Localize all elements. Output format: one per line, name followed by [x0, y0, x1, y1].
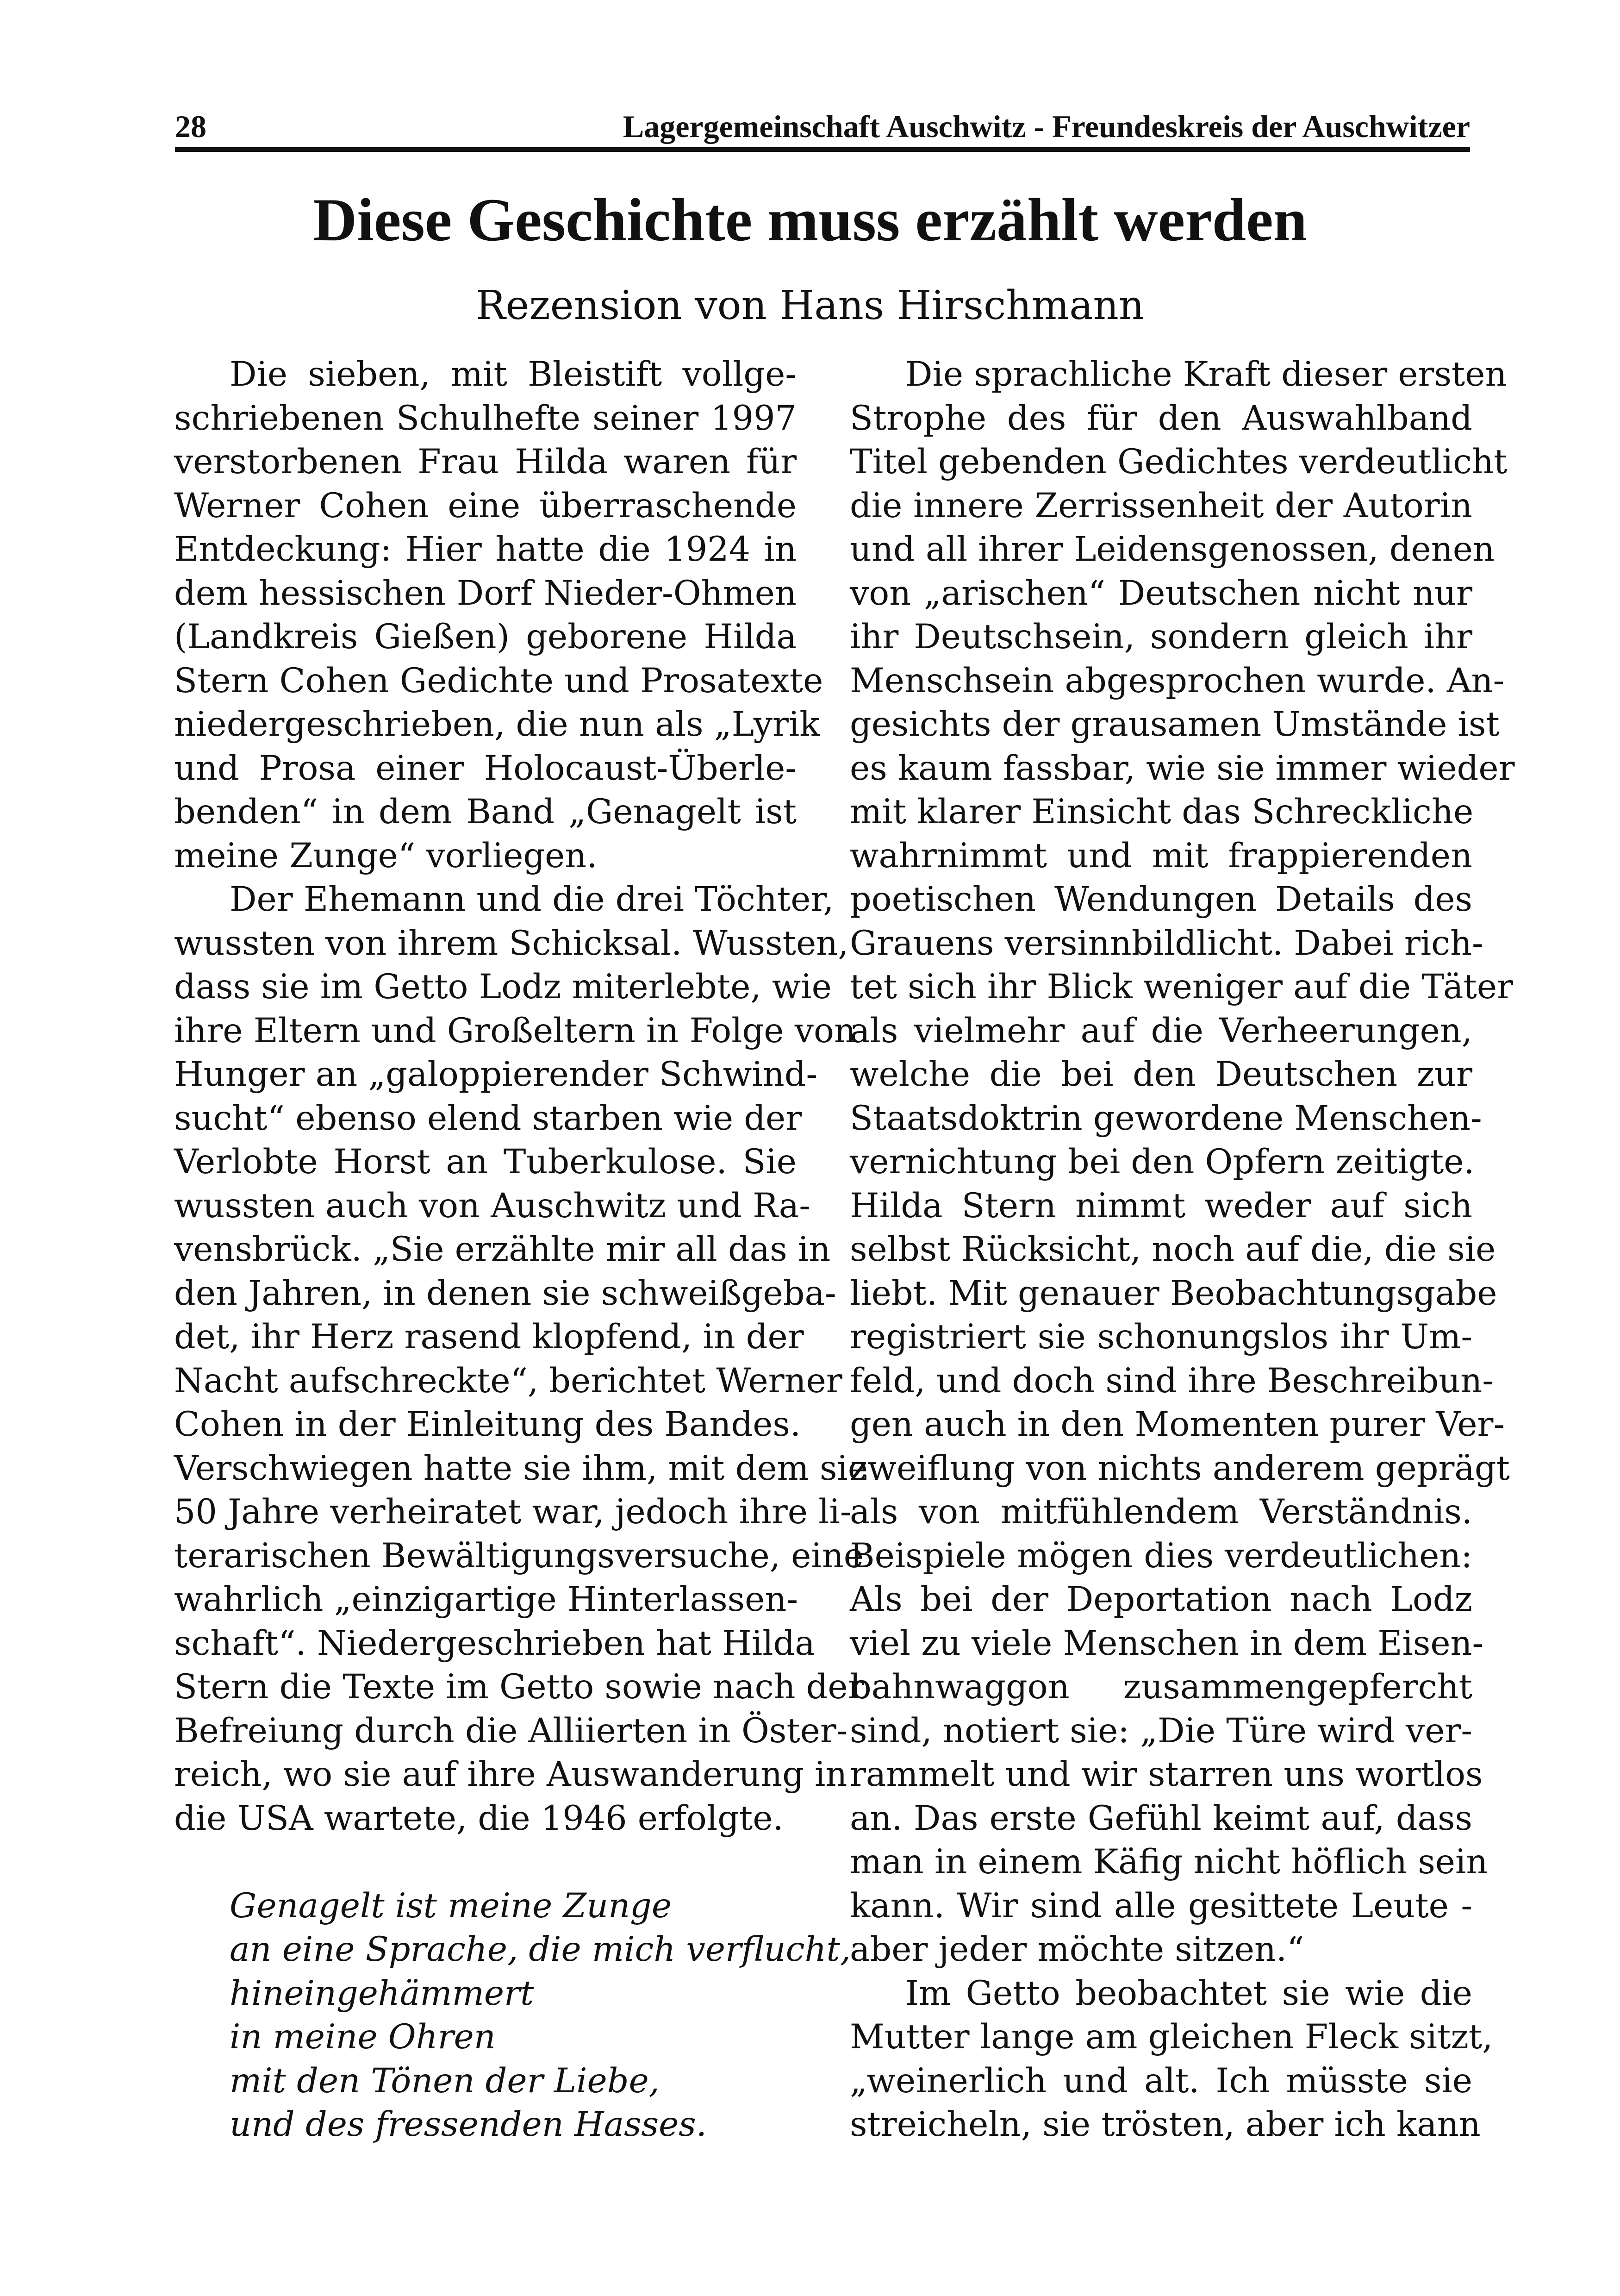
header-rule — [175, 147, 1470, 152]
text-line: 50 Jahre verheiratet war, jedoch ihre li- — [174, 1492, 852, 1532]
poem-line: Genagelt ist meine Zunge — [230, 1886, 672, 1926]
text-line: poetischen Wendungen Details des — [850, 880, 1472, 919]
text-line: Nacht aufschreckte“, berichtet Werner — [174, 1361, 842, 1401]
text-line: (Landkreis Gießen) geborene Hilda — [174, 617, 797, 657]
text-line: Strophe des für den Auswahlband — [850, 398, 1472, 438]
text-line: von „arischen“ Deutschen nicht nur — [850, 573, 1472, 613]
text-line: und Prosa einer Holocaust-Überle- — [174, 748, 797, 788]
poem-stanza — [174, 1884, 851, 2147]
text-line: Werner Cohen eine überraschende — [174, 486, 797, 526]
text-line: die USA wartete, die 1946 erfolgte. — [174, 1798, 784, 1838]
text-line: niedergeschrieben, die nun als „Lyrik — [174, 705, 820, 744]
text-line: reich, wo sie auf ihre Auswanderung in — [174, 1755, 847, 1794]
text-line: viel zu viele Menschen in dem Eisen- — [850, 1623, 1484, 1663]
text-line: schriebenen Schulhefte seiner 1997 — [174, 398, 797, 438]
text-line: welche die bei den Deutschen zur — [850, 1055, 1472, 1094]
text-line: meine Zunge“ vorliegen. — [174, 836, 598, 876]
text-line: Titel gebenden Gedichtes verdeutlicht — [850, 442, 1508, 482]
text-line: Verschwiegen hatte sie ihm, mit dem sie — [174, 1448, 868, 1488]
text-line: wahrlich „einzigartige Hinterlassen- — [174, 1580, 798, 1619]
text-line: Befreiung durch die Alliierten in Öster- — [174, 1711, 848, 1751]
text-line: als vielmehr auf die Verheerungen, — [850, 1011, 1472, 1051]
text-line: aber jeder möchte sitzen.“ — [850, 1930, 1304, 1969]
text-line: gen auch in den Momenten purer Ver- — [850, 1405, 1505, 1444]
text-line: schaft“. Niedergeschrieben hat Hilda — [174, 1623, 815, 1663]
text-line: Cohen in der Einleitung des Bandes. — [174, 1405, 801, 1444]
text-line: liebt. Mit genauer Beobachtungsgabe — [850, 1273, 1497, 1313]
text-line: verstorbenen Frau Hilda waren für — [174, 442, 797, 482]
text-line: es kaum fassbar, wie sie immer wieder — [850, 748, 1515, 788]
page-number: 28 — [175, 109, 206, 144]
running-title: Lagergemeinschaft Auschwitz - Freundeskreis der Auschwitzer — [623, 109, 1470, 144]
text-line: dem hessischen Dorf Nieder-Ohmen — [174, 573, 797, 613]
text-line: man in einem Käfig nicht höflich sein — [850, 1842, 1488, 1882]
text-line: wussten auch von Auschwitz und Ra- — [174, 1186, 810, 1226]
text-line: und all ihrer Leidensgenossen, denen — [850, 530, 1495, 569]
text-line: sucht“ ebenso elend starben wie der — [174, 1098, 802, 1138]
text-line: Die sieben, mit Bleistift vollge- — [230, 355, 797, 394]
text-line: Menschsein abgesprochen wurde. An- — [850, 661, 1505, 701]
text-line: ihre Eltern und Großeltern in Folge von — [174, 1011, 856, 1051]
poem-line: und des fressenden Hasses. — [230, 2105, 707, 2144]
poem-line: an eine Sprache, die mich verflucht, — [230, 1930, 851, 1969]
text-line: Die sprachliche Kraft dieser ersten — [905, 355, 1507, 394]
text-line: benden“ in dem Band „Genagelt ist — [174, 792, 797, 832]
text-line: zweiflung von nichts anderem geprägt — [850, 1448, 1510, 1488]
text-line: Mutter lange am gleichen Fleck sitzt, — [850, 2017, 1493, 2057]
text-line: sind, notiert sie: „Die Türe wird ver- — [850, 1711, 1472, 1751]
text-line: Stern Cohen Gedichte und Prosatexte — [174, 661, 823, 701]
text-line: Hilda Stern nimmt weder auf sich — [850, 1186, 1472, 1226]
text-line: die innere Zerrissenheit der Autorin — [850, 486, 1472, 526]
text-line: Entdeckung: Hier hatte die 1924 in — [174, 530, 797, 569]
text-line: dass sie im Getto Lodz miterlebte, wie — [174, 967, 832, 1007]
text-line: ihr Deutschsein, sondern gleich ihr — [850, 617, 1472, 657]
text-line: vernichtung bei den Opfern zeitigte. — [850, 1142, 1475, 1182]
text-line: kann. Wir sind alle gesittete Leute - — [850, 1886, 1472, 1926]
text-line: Stern die Texte im Getto sowie nach der — [174, 1667, 864, 1707]
article-title: Diese Geschichte muss erzählt werden — [312, 186, 1308, 254]
poem-line: hineingehämmert — [230, 1973, 534, 2013]
text-line: Der Ehemann und die drei Töchter, — [230, 880, 834, 919]
text-line: streicheln, sie trösten, aber ich kann — [850, 2105, 1481, 2144]
text-line: gesichts der grausamen Umstände ist — [850, 705, 1500, 744]
text-line: Verlobte Horst an Tuberkulose. Sie — [174, 1142, 797, 1182]
text-line: rammelt und wir starren uns wortlos — [850, 1755, 1483, 1794]
text-line: det, ihr Herz rasend klopfend, in der — [174, 1317, 804, 1357]
text-line: selbst Rücksicht, noch auf die, die sie — [850, 1230, 1496, 1269]
text-line: Grauens versinnbildlicht. Dabei rich- — [850, 923, 1483, 963]
text-line: „weinerlich und alt. Ich müsste sie — [850, 2061, 1472, 2101]
poem-line: in meine Ohren — [230, 2017, 496, 2057]
article-subtitle: Rezension von Hans Hirschmann — [475, 282, 1145, 329]
text-line: registriert sie schonungslos ihr Um- — [850, 1317, 1472, 1357]
text-line: den Jahren, in denen sie schweißgeba- — [174, 1273, 836, 1313]
text-line: mit klarer Einsicht das Schreckliche — [850, 792, 1474, 832]
left-column — [174, 353, 868, 2147]
text-line: wahrnimmt und mit frappierenden — [850, 836, 1472, 876]
text-line: tet sich ihr Blick weniger auf die Täter — [850, 967, 1513, 1007]
text-line: wussten von ihrem Schicksal. Wussten, — [174, 923, 849, 963]
text-line: Beispiele mögen dies verdeutlichen: — [850, 1536, 1472, 1576]
text-line: als von mitfühlendem Verständnis. — [850, 1492, 1472, 1532]
text-line: vensbrück. „Sie erzählte mir all das in — [174, 1230, 831, 1269]
text-line: bahnwaggon zusammengepfercht — [850, 1667, 1472, 1707]
right-column — [850, 353, 1515, 2147]
text-line: Als bei der Deportation nach Lodz — [850, 1580, 1472, 1619]
text-line: Staatsdoktrin gewordene Menschen- — [850, 1098, 1482, 1138]
poem-line: mit den Tönen der Liebe, — [230, 2061, 660, 2101]
text-line: Im Getto beobachtet sie wie die — [905, 1973, 1472, 2013]
text-line: terarischen Bewältigungsversuche, eine — [174, 1536, 864, 1576]
text-line: feld, und doch sind ihre Beschreibun- — [850, 1361, 1494, 1401]
page-header — [175, 101, 1470, 152]
stanza-spacer — [174, 1840, 797, 1884]
text-line: an. Das erste Gefühl keimt auf, dass — [850, 1798, 1472, 1838]
text-line: Hunger an „galoppierender Schwind- — [174, 1055, 818, 1094]
